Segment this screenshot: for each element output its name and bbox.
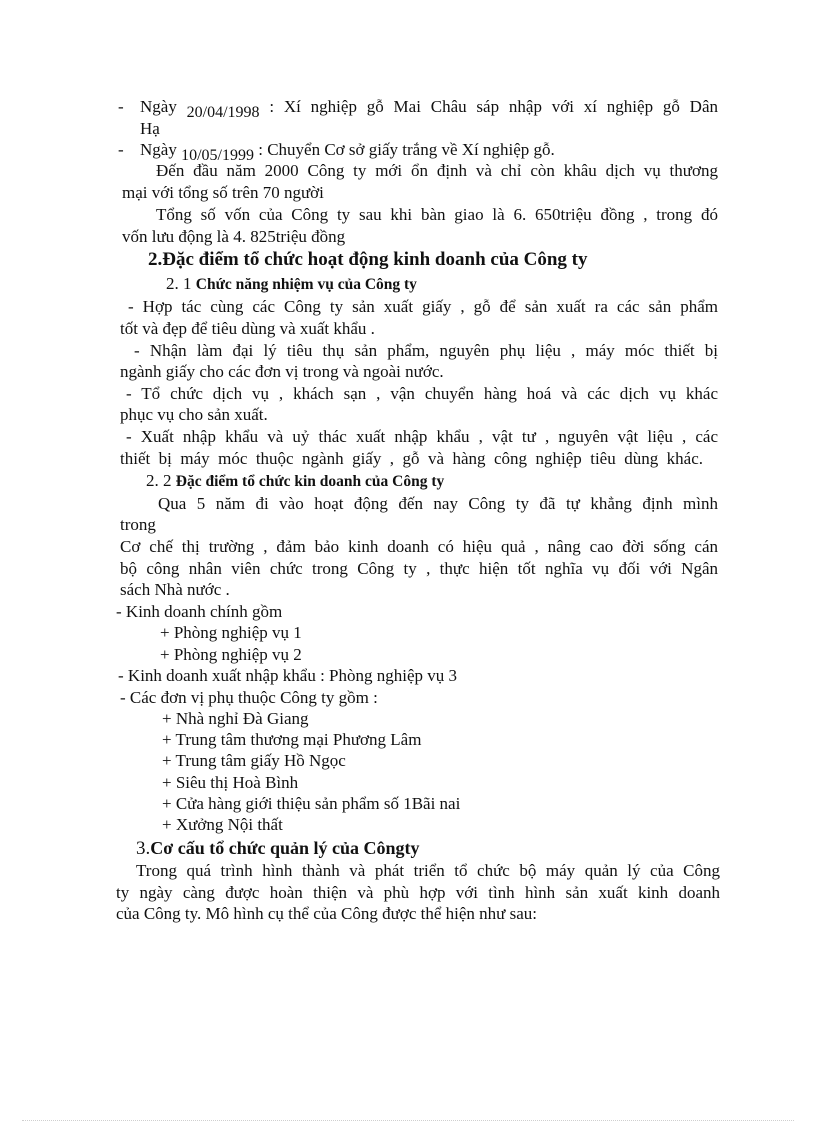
unit-item-3: + Trung tâm giấy Hồ Ngọc xyxy=(162,751,346,770)
section-2-heading: 2.Đặc điểm tổ chức hoạt động kinh doanh của Công ty xyxy=(148,249,588,270)
history-line-1 xyxy=(140,97,719,121)
business-line-1: Qua 5 năm đi vào hoạt động đến nay Công ty đã tự khẳng định mình xyxy=(158,494,718,513)
section-2-2-heading xyxy=(146,471,444,492)
business-line-3: Cơ chế thị trường , đảm bảo kinh doanh có hiệu quả , nâng cao đời sống cán xyxy=(120,537,718,556)
section-3-heading xyxy=(136,837,420,860)
main-business-item-2: + Phòng nghiệp vụ 2 xyxy=(160,645,302,664)
intro-line-4: vốn lưu động là 4. 825triệu đồng xyxy=(122,227,346,246)
section-2-1-heading xyxy=(166,274,417,295)
duty-line-6: phục vụ cho sản xuất. xyxy=(120,405,268,424)
history-prefix-1: Ngày xyxy=(140,97,187,116)
history-bullet-1: - xyxy=(118,97,124,116)
section-2-2-title: Đặc điểm tổ chức kin doanh của Công ty xyxy=(175,473,445,490)
unit-item-2: + Trung tâm thương mại Phương Lâm xyxy=(162,730,422,749)
history-date-1: 20/04/1998 xyxy=(186,104,260,121)
closing-line-1: Trong quá trình hình thành và phát triển tổ chức bộ máy quản lý của Công xyxy=(136,861,720,880)
duty-line-5: - Tổ chức dịch vụ , khách sạn , vận chuyển hàng hoá và các dịch vụ khác xyxy=(126,384,718,403)
business-line-2: trong xyxy=(120,515,156,534)
import-export-line: - Kinh doanh xuất nhập khẩu : Phòng nghiệp vụ 3 xyxy=(118,666,458,685)
duty-line-2: tốt và đẹp để tiêu dùng và xuất khẩu . xyxy=(120,319,375,338)
section-2-1-number: 2. 1 xyxy=(166,274,196,293)
page-bottom-rule xyxy=(22,1120,794,1121)
intro-line-3: Tổng số vốn của Công ty sau khi bàn giao là 6. 650triệu đồng , trong đó xyxy=(156,205,718,224)
business-line-4: bộ công nhân viên chức trong Công ty , thực hiện tốt nghĩa vụ đối với Ngân xyxy=(120,559,718,578)
business-line-5: sách Nhà nước . xyxy=(120,580,230,599)
duty-line-7: - Xuất nhập khẩu và uỷ thác xuất nhập khẩu , vật tư , nguyên vật liệu , các xyxy=(126,427,718,446)
section-3-number: 3. xyxy=(136,838,151,859)
main-business-item-1: + Phòng nghiệp vụ 1 xyxy=(160,623,302,642)
unit-item-6: + Xưởng Nội thất xyxy=(162,815,283,834)
intro-line-1: Đến đầu năm 2000 Công ty mới ổn định và chỉ còn khâu dịch vụ thương xyxy=(156,161,718,180)
history-prefix-2: Ngày xyxy=(140,140,182,159)
unit-item-5: + Cửa hàng giới thiệu sản phẩm số 1Bãi nai xyxy=(162,794,461,813)
history-cont-1: Hạ xyxy=(140,119,160,138)
section-2-1-title: Chức năng nhiệm vụ của Công ty xyxy=(195,276,417,293)
history-text-1: : Xí nghiệp gỗ Mai Châu sáp nhập với xí nghiệp gỗ Dân xyxy=(259,97,719,116)
closing-line-2: ty ngày càng được hoàn thiện và phù hợp với tình hình sản xuất kinh doanh xyxy=(116,883,720,902)
history-date-2: 10/05/1999 xyxy=(181,147,254,164)
section-2-2-number: 2. 2 xyxy=(146,471,176,490)
history-line-2 xyxy=(140,140,555,164)
units-label: - Các đơn vị phụ thuộc Công ty gồm : xyxy=(120,688,378,707)
closing-line-3: của Công ty. Mô hình cụ thể của Công được thể hiện như sau: xyxy=(116,904,538,923)
intro-line-2: mại với tổng số trên 70 người xyxy=(122,183,324,202)
duty-line-8: thiết bị máy móc thuộc ngành giấy , gỗ và hàng công nghiệp tiêu dùng khác. xyxy=(120,449,703,468)
unit-item-4: + Siêu thị Hoà Bình xyxy=(162,773,299,792)
duty-line-4: ngành giấy cho các đơn vị trong và ngoài nước. xyxy=(120,362,444,381)
main-business-label: - Kinh doanh chính gồm xyxy=(116,602,283,621)
section-3-title: Cơ cấu tổ chức quản lý của Côngty xyxy=(150,838,420,858)
history-bullet-2: - xyxy=(118,140,124,159)
history-text-2: : Chuyển Cơ sở giấy trắng về Xí nghiệp gỗ. xyxy=(253,140,555,159)
unit-item-1: + Nhà nghỉ Đà Giang xyxy=(162,709,309,728)
duty-line-3: - Nhận làm đại lý tiêu thụ sản phẩm, nguyên phụ liệu , máy móc thiết bị xyxy=(134,341,718,360)
duty-line-1: - Hợp tác cùng các Công ty sản xuất giấy , gỗ để sản xuất ra các sản phẩm xyxy=(128,297,718,316)
